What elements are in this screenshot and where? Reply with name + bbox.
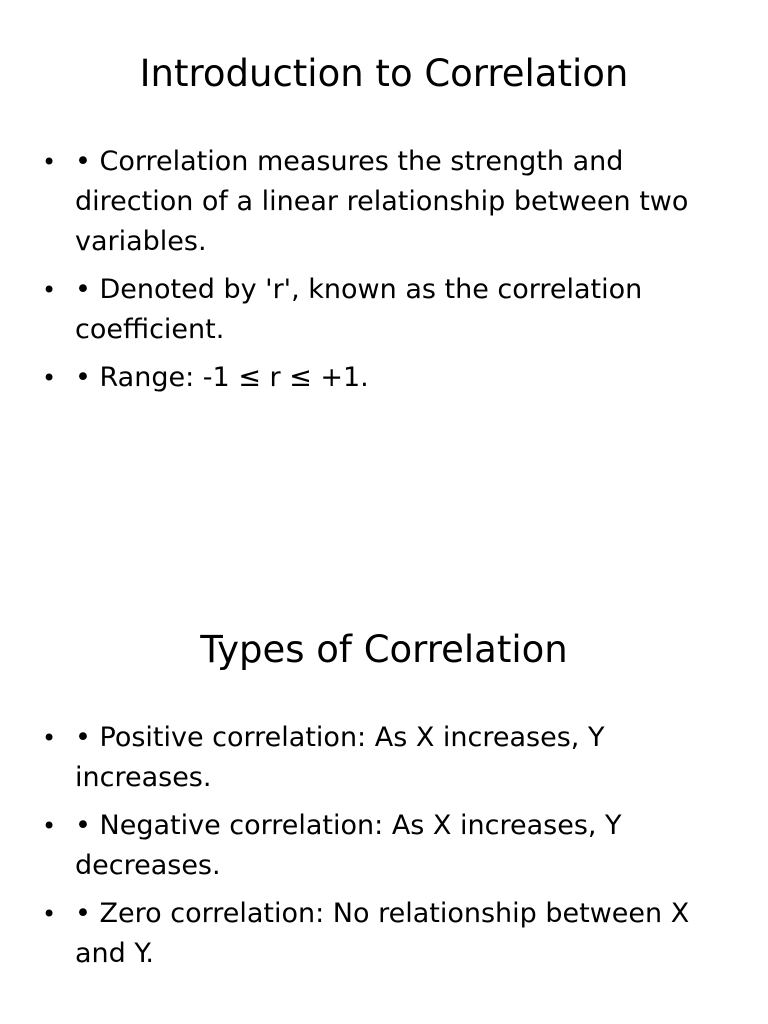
- bullet-item: [42, 806, 722, 886]
- bullet-list: [42, 718, 722, 982]
- slide-types: [0, 576, 768, 1024]
- bullet-marker-icon: •: [42, 364, 57, 392]
- bullet-marker-icon: •: [42, 148, 57, 176]
- bullet-text: • Negative correlation: As X increases, Y decreases.: [75, 810, 622, 881]
- bullet-marker-icon: •: [42, 276, 57, 304]
- bullet-marker-icon: •: [42, 724, 57, 752]
- bullet-text: • Correlation measures the strength and direction of a linear relationship between two variables.: [75, 146, 689, 257]
- slide-title: Introduction to Correlation: [139, 52, 629, 95]
- bullet-text: • Positive correlation: As X increases, Y increases.: [75, 722, 605, 793]
- bullet-text: • Zero correlation: No relationship between X and Y.: [75, 898, 690, 969]
- bullet-text: • Range: -1 ≤ r ≤ +1.: [75, 362, 369, 393]
- bullet-item: [42, 718, 722, 798]
- bullet-item: [42, 270, 722, 350]
- bullet-item: [42, 894, 722, 974]
- bullet-list: [42, 142, 722, 406]
- bullet-item: [42, 142, 722, 262]
- bullet-marker-icon: •: [42, 900, 57, 928]
- bullet-item: [42, 358, 722, 398]
- slide-title: Types of Correlation: [200, 628, 568, 671]
- bullet-marker-icon: •: [42, 812, 57, 840]
- bullet-text: • Denoted by 'r', known as the correlation coefficient.: [75, 274, 643, 345]
